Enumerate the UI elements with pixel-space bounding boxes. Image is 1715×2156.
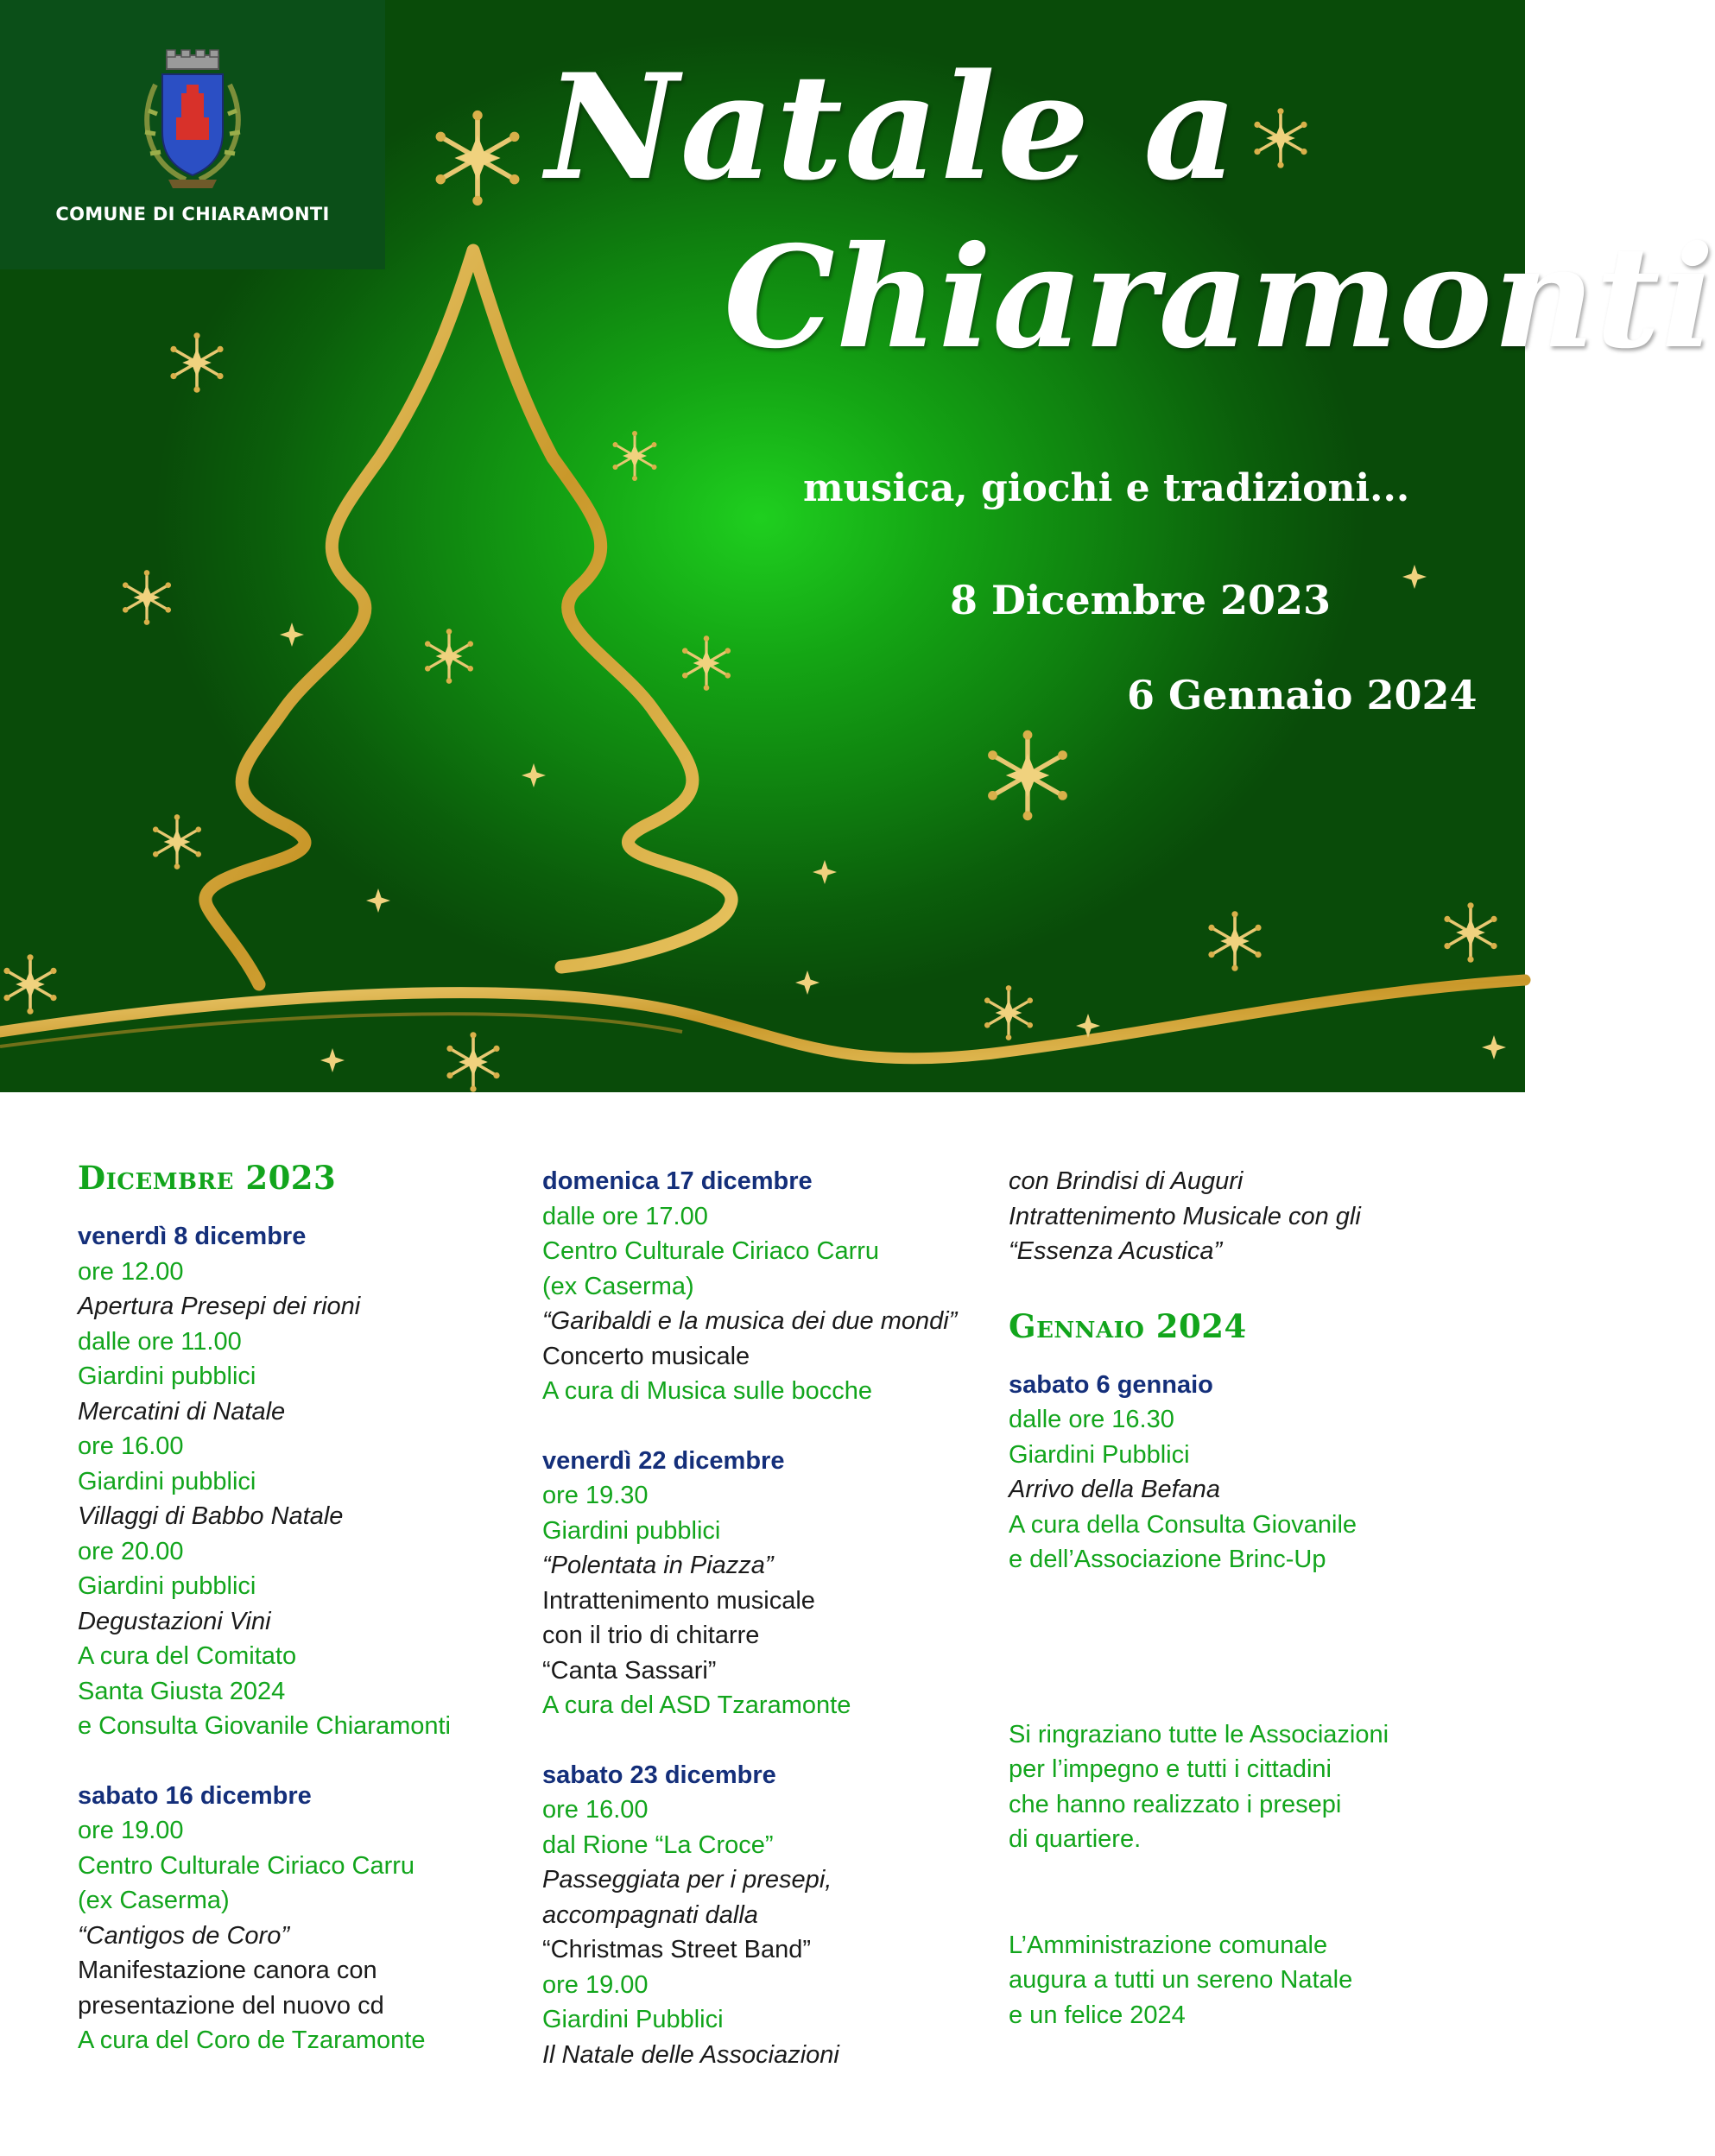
- event-line: “Canta Sassari”: [542, 1656, 717, 1685]
- event-line: dalle ore 16.30: [1009, 1406, 1174, 1433]
- event-line: Apertura Presepi dei rioni: [78, 1293, 361, 1320]
- snowflake-icon: [682, 635, 731, 691]
- snowflake-icon: [153, 814, 201, 869]
- event-line: “Polentata in Piazza”: [542, 1552, 774, 1579]
- event-line: (ex Caserma): [542, 1272, 694, 1300]
- event-line: Giardini Pubblici: [1009, 1440, 1190, 1469]
- event-line: dalle ore 11.00: [78, 1327, 242, 1356]
- snowflake-icon: [613, 431, 657, 481]
- event-line: con Brindisi di Auguri: [1009, 1167, 1244, 1195]
- thanks-line: Si ringraziano tutte le Associazioni: [1009, 1720, 1389, 1748]
- star-icon: [1402, 565, 1427, 589]
- snowflake-icon: [170, 332, 223, 393]
- event-line: con il trio di chitarre: [542, 1622, 760, 1649]
- event-line: Mercatini di Natale: [78, 1397, 286, 1426]
- snowflake-icon: [1254, 108, 1307, 168]
- event-line: dalle ore 17.00: [542, 1202, 708, 1230]
- title-line-2: Chiaramonti: [724, 216, 1715, 380]
- event-line: e dell’Associazione Brinc-Up: [1009, 1546, 1326, 1573]
- star-icon: [1482, 1035, 1506, 1059]
- event-line: Giardini pubblici: [542, 1516, 721, 1545]
- event-line: A cura del Comitato: [78, 1642, 297, 1670]
- event-day: venerdì 8 dicembre: [78, 1223, 307, 1250]
- event-line: “Cantigos de Coro”: [78, 1921, 289, 1950]
- gold-tree: [206, 250, 731, 984]
- star-icon: [522, 763, 546, 787]
- event-line: Il Natale delle Associazioni: [542, 2040, 839, 2069]
- thanks-line: di quartiere.: [1009, 1825, 1142, 1853]
- event-line: Passeggiata per i presepi,: [542, 1866, 832, 1894]
- gold-swirl: [0, 980, 1525, 1059]
- event-line: “Garibaldi e la musica dei due mondi”: [542, 1307, 958, 1335]
- event-line: Degustazioni Vini: [78, 1607, 271, 1635]
- date-start: 8 Dicembre 2023: [950, 577, 1332, 623]
- event-line: dal Rione “La Croce”: [542, 1830, 774, 1859]
- event-line: ore 16.00: [542, 1796, 649, 1824]
- snowflake-icon: [123, 570, 171, 625]
- star-icon: [366, 888, 390, 913]
- event-line: Arrivo della Befana: [1009, 1476, 1221, 1503]
- month-heading-dicembre: Dicembre 2023: [78, 1159, 337, 1197]
- event-line: Intrattenimento Musicale con gli: [1009, 1202, 1361, 1230]
- event-line: Concerto musicale: [542, 1342, 750, 1370]
- event-day: sabato 6 gennaio: [1009, 1370, 1213, 1399]
- event-line: A cura della Consulta Giovanile: [1009, 1510, 1357, 1539]
- event-line: Manifestazione canora con: [78, 1957, 377, 1984]
- event-line: Giardini pubblici: [78, 1572, 256, 1600]
- event-line: “Christmas Street Band”: [542, 1936, 812, 1963]
- municipality-name: COMUNE DI CHIARAMONTI: [55, 204, 330, 224]
- event-line: e Consulta Giovanile Chiaramonti: [78, 1712, 451, 1740]
- event-day: sabato 16 dicembre: [78, 1781, 312, 1810]
- snowflake-icon: [3, 954, 56, 1015]
- star-icon: [795, 971, 820, 995]
- title-line-1: Natale a: [546, 41, 1239, 212]
- snowflake-icon: [984, 985, 1033, 1040]
- event-line: Centro Culturale Ciriaco Carru: [78, 1851, 415, 1880]
- star-icon: [813, 860, 837, 884]
- event-line: accompagnati dalla: [542, 1900, 758, 1929]
- event-line: Centro Culturale Ciriaco Carru: [542, 1237, 880, 1265]
- event-line: Intrattenimento musicale: [542, 1586, 815, 1615]
- event-day: domenica 17 dicembre: [542, 1167, 813, 1195]
- snowflake-icon: [446, 1032, 499, 1092]
- event-line: A cura del ASD Tzaramonte: [542, 1691, 851, 1719]
- event-line: Giardini pubblici: [78, 1467, 256, 1495]
- snowflake-icon: [988, 730, 1067, 820]
- snowflake-icon: [1444, 902, 1497, 963]
- greeting-line: augura a tutti un sereno Natale: [1009, 1966, 1353, 1994]
- snowflake-icon: [425, 629, 473, 684]
- event-line: Giardini Pubblici: [542, 2006, 724, 2033]
- event-line: presentazione del nuovo cd: [78, 1991, 384, 2020]
- event-line: Giardini pubblici: [78, 1363, 256, 1390]
- event-day: venerdì 22 dicembre: [542, 1446, 785, 1475]
- event-line: A cura del Coro de Tzaramonte: [78, 2026, 426, 2054]
- star-icon: [280, 623, 304, 647]
- event-line: ore 20.00: [78, 1537, 184, 1565]
- snowflake-icon: [436, 111, 520, 205]
- thanks-line: per l’impegno e tutti i cittadini: [1009, 1755, 1332, 1783]
- coat-of-arms-icon: [138, 50, 247, 197]
- event-line: ore 12.00: [78, 1257, 184, 1286]
- date-end: 6 Gennaio 2024: [1127, 672, 1478, 718]
- event-day: sabato 23 dicembre: [542, 1761, 776, 1789]
- event-line: “Essenza Acustica”: [1009, 1237, 1223, 1265]
- municipality-logo-box: [0, 0, 385, 269]
- subtitle: musica, giochi e tradizioni...: [803, 466, 1410, 510]
- event-line: ore 16.00: [78, 1432, 184, 1460]
- thanks-line: che hanno realizzato i presepi: [1009, 1790, 1342, 1818]
- program-column-1: [78, 1157, 527, 2058]
- event-line: ore 19.00: [78, 1817, 184, 1844]
- event-line: ore 19.00: [542, 1970, 649, 1999]
- snowflake-icon: [1208, 911, 1261, 971]
- program-column-3: [1009, 1164, 1492, 2033]
- greeting-line: L’Amministrazione comunale: [1009, 1931, 1328, 1959]
- event-line: (ex Caserma): [78, 1887, 230, 1914]
- greeting-line: e un felice 2024: [1009, 2001, 1186, 2029]
- event-line: Villaggi di Babbo Natale: [78, 1502, 344, 1530]
- event-line: ore 19.30: [542, 1482, 649, 1509]
- star-icon: [320, 1048, 345, 1072]
- event-line: A cura di Musica sulle bocche: [542, 1377, 873, 1405]
- event-line: Santa Giusta 2024: [78, 1677, 286, 1705]
- month-heading-gennaio: Gennaio 2024: [1009, 1306, 1247, 1345]
- program-column-2: [542, 1164, 991, 2072]
